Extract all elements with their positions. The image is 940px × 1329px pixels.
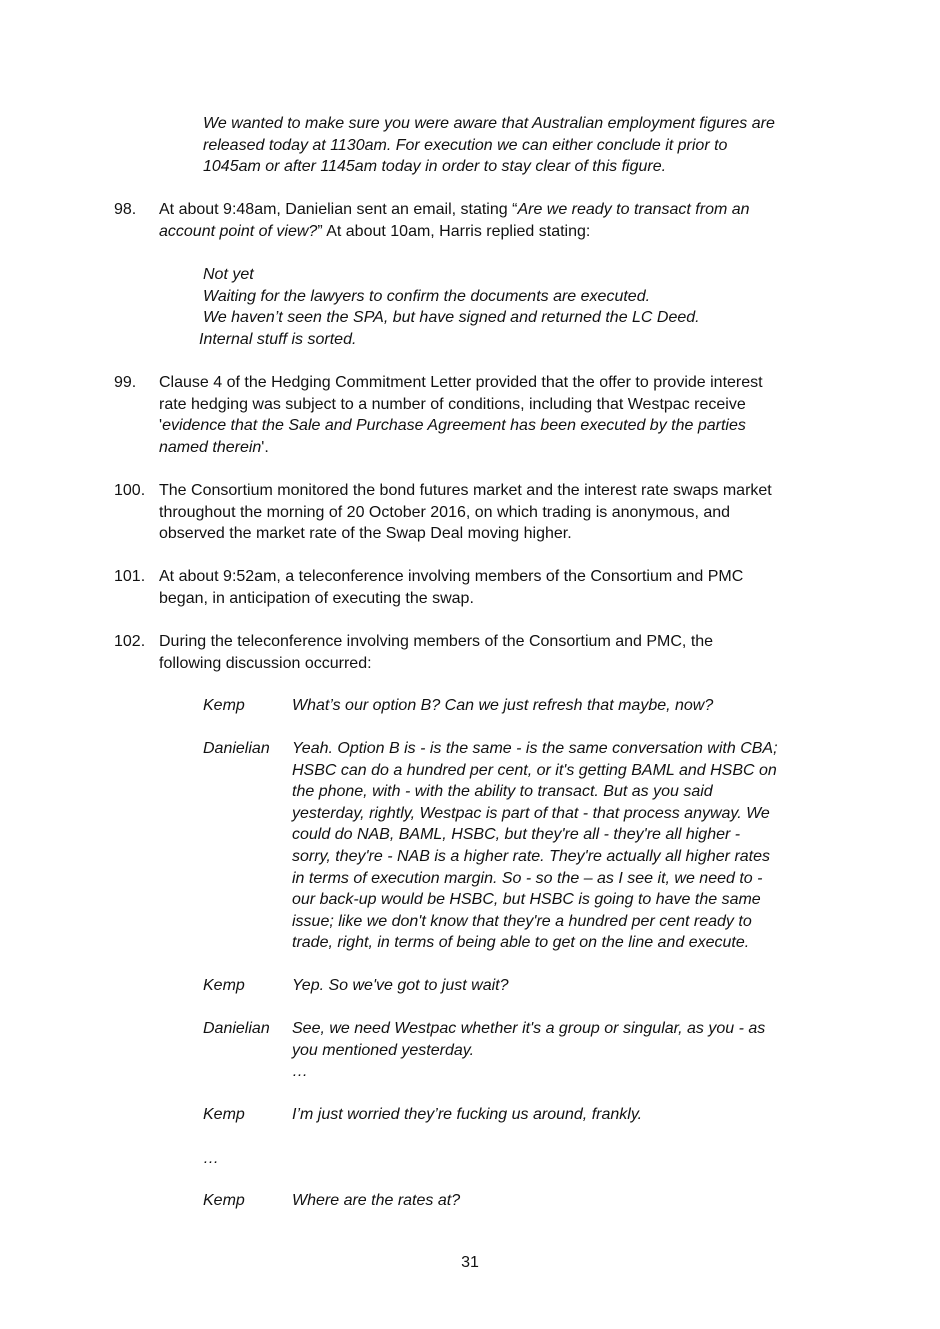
speaker-name: Kemp: [203, 977, 245, 994]
paragraph-text: [159, 631, 835, 674]
paragraph-line: [159, 221, 835, 243]
utterance: [292, 1190, 837, 1212]
paragraph-text: [159, 566, 835, 609]
utterance: [292, 738, 837, 954]
paragraph-number: 99.: [114, 374, 137, 391]
paragraph-text: [159, 372, 835, 458]
speaker-name: Kemp: [203, 1106, 245, 1123]
transcript-ellipsis: …: [203, 1150, 219, 1167]
text-run: '.: [261, 438, 269, 456]
utterance: [292, 1104, 837, 1126]
quote-line: We haven’t seen the SPA, but have signed and returned the LC Deed.: [203, 309, 700, 327]
text-run: ” At about 10am, Harris replied stating:: [317, 222, 591, 240]
paragraph-line: At about 9:52am, a teleconference involving members of the Consortium and PMC: [159, 568, 744, 585]
text-run-italic: account point of view?: [159, 222, 318, 240]
utterance: [292, 1018, 837, 1083]
text-run: ': [159, 417, 163, 435]
paragraph-number: 100.: [114, 482, 146, 499]
utterance-line: trade, right, in terms of being able to get on the line and execute.: [292, 934, 750, 952]
quote-line: Waiting for the lawyers to confirm the documents are executed.: [203, 287, 651, 305]
utterance-line: See, we need Westpac whether it's a group or singular, as you - as: [292, 1020, 766, 1037]
paragraph-line: rate hedging was subject to a number of conditions, including that Westpac receive: [159, 395, 746, 413]
quote-line: Not yet: [203, 266, 254, 283]
utterance-line: HSBC can do a hundred per cent, or it's getting BAML and HSBC on: [292, 761, 777, 779]
utterance-line: our back-up would be HSBC, but HSBC is going to have the same: [292, 891, 761, 909]
utterance-line: yesterday, rightly, Westpac is part of that - that process anyway. We: [292, 804, 770, 822]
utterance-line: Yep. So we've got to just wait?: [292, 977, 509, 994]
text-run-italic: Are we ready to transact from an: [517, 201, 750, 218]
utterance: [292, 695, 837, 717]
utterance-line: What’s our option B? Can we just refresh that maybe, now?: [292, 697, 714, 714]
paragraph-text: [159, 199, 835, 242]
paragraph-line: observed the market rate of the Swap Deal moving higher.: [159, 525, 572, 543]
speaker-name: Danielian: [203, 1020, 270, 1037]
paragraph-line: The Consortium monitored the bond futures market and the interest rate swaps market: [159, 482, 772, 499]
paragraph-line: Clause 4 of the Hedging Commitment Letter provided that the offer to provide interest: [159, 374, 763, 391]
quote-line: Internal stuff is sorted.: [199, 330, 357, 348]
paragraph-line: [159, 199, 835, 221]
utterance-line: in terms of execution margin. So - so the – as I see it, we need to -: [292, 869, 763, 887]
quote-harris-reply: [199, 264, 843, 350]
page-number: 31: [461, 1254, 479, 1271]
utterance-line: Where are the rates at?: [292, 1192, 461, 1209]
paragraph-text: [159, 480, 835, 545]
speaker-name: Kemp: [203, 1192, 245, 1209]
paragraph-number: 102.: [114, 633, 146, 650]
quote-line: released today at 1130am. For execution we can either conclude it prior to: [203, 136, 728, 154]
utterance-line: you mentioned yesterday.: [292, 1041, 475, 1059]
quote-line: We wanted to make sure you were aware that Australian employment figures are: [203, 115, 775, 132]
utterance: [292, 975, 837, 997]
utterance-line: I’m just worried they’re fucking us around, frankly.: [292, 1106, 643, 1123]
paragraph-number: 98.: [114, 201, 137, 218]
utterance-line: could do NAB, BAML, HSBC, but they're all - they're all higher -: [292, 826, 741, 844]
paragraph-line: [159, 415, 835, 437]
quote-line: 1045am or after 1145am today in order to stay clear of this figure.: [203, 158, 667, 176]
utterance-line: …: [292, 1063, 308, 1081]
utterance-line: sorry, they're - NAB is a higher rate. They're actually all higher rates: [292, 847, 771, 865]
paragraph-line: [159, 437, 835, 459]
quote-employment-figures: [203, 113, 843, 178]
utterance-line: issue; like we don't know that they're a hundred per cent ready to: [292, 912, 752, 930]
paragraph-line: began, in anticipation of executing the swap.: [159, 589, 474, 607]
text-run-italic: named therein: [159, 438, 262, 456]
paragraph-line: During the teleconference involving members of the Consortium and PMC, the: [159, 633, 714, 650]
speaker-name: Danielian: [203, 740, 270, 757]
text-run: At about 9:48am, Danielian sent an email, stating “: [159, 201, 518, 218]
utterance-line: the phone, with - with the ability to transact. But as you said: [292, 783, 713, 801]
paragraph-line: throughout the morning of 20 October 2016, on which trading is anonymous, and: [159, 503, 731, 521]
utterance-line: Yeah. Option B is - is the same - is the same conversation with CBA;: [292, 740, 778, 757]
text-run-italic: evidence that the Sale and Purchase Agreement has been executed by the parties: [162, 417, 746, 435]
speaker-name: Kemp: [203, 697, 245, 714]
paragraph-number: 101.: [114, 568, 146, 585]
paragraph-line: following discussion occurred:: [159, 654, 372, 672]
